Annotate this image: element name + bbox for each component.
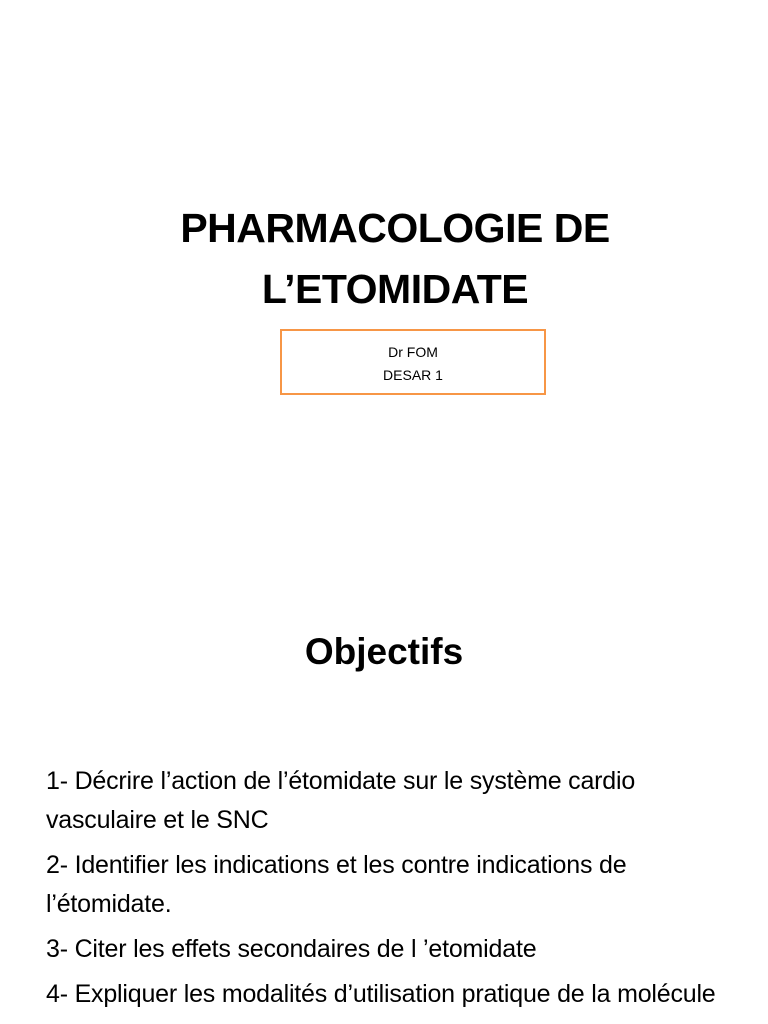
objectives-slide <box>0 576 768 1024</box>
objectives-heading: Objectifs <box>304 631 464 672</box>
objectives-list <box>46 762 746 1020</box>
slide-title <box>0 198 768 320</box>
objective-item: 2- Identifier les indications et les contre indications de l’étomidate. <box>46 851 627 918</box>
author-degree: DESAR 1 <box>383 367 443 383</box>
objective-item: 4- Expliquer les modalités d’utilisation pratique de la molécule <box>46 980 716 1008</box>
objective-item: 3- Citer les effets secondaires de l ’etomidate <box>46 935 537 963</box>
objective-item: 1- Décrire l’action de l’étomidate sur le système cardio vasculaire et le SNC <box>46 767 636 834</box>
author-box <box>280 329 546 395</box>
title-line-2: L’ETOMIDATE <box>261 266 529 312</box>
title-line-1: PHARMACOLOGIE DE <box>180 205 610 251</box>
author-name: Dr FOM <box>388 344 438 360</box>
